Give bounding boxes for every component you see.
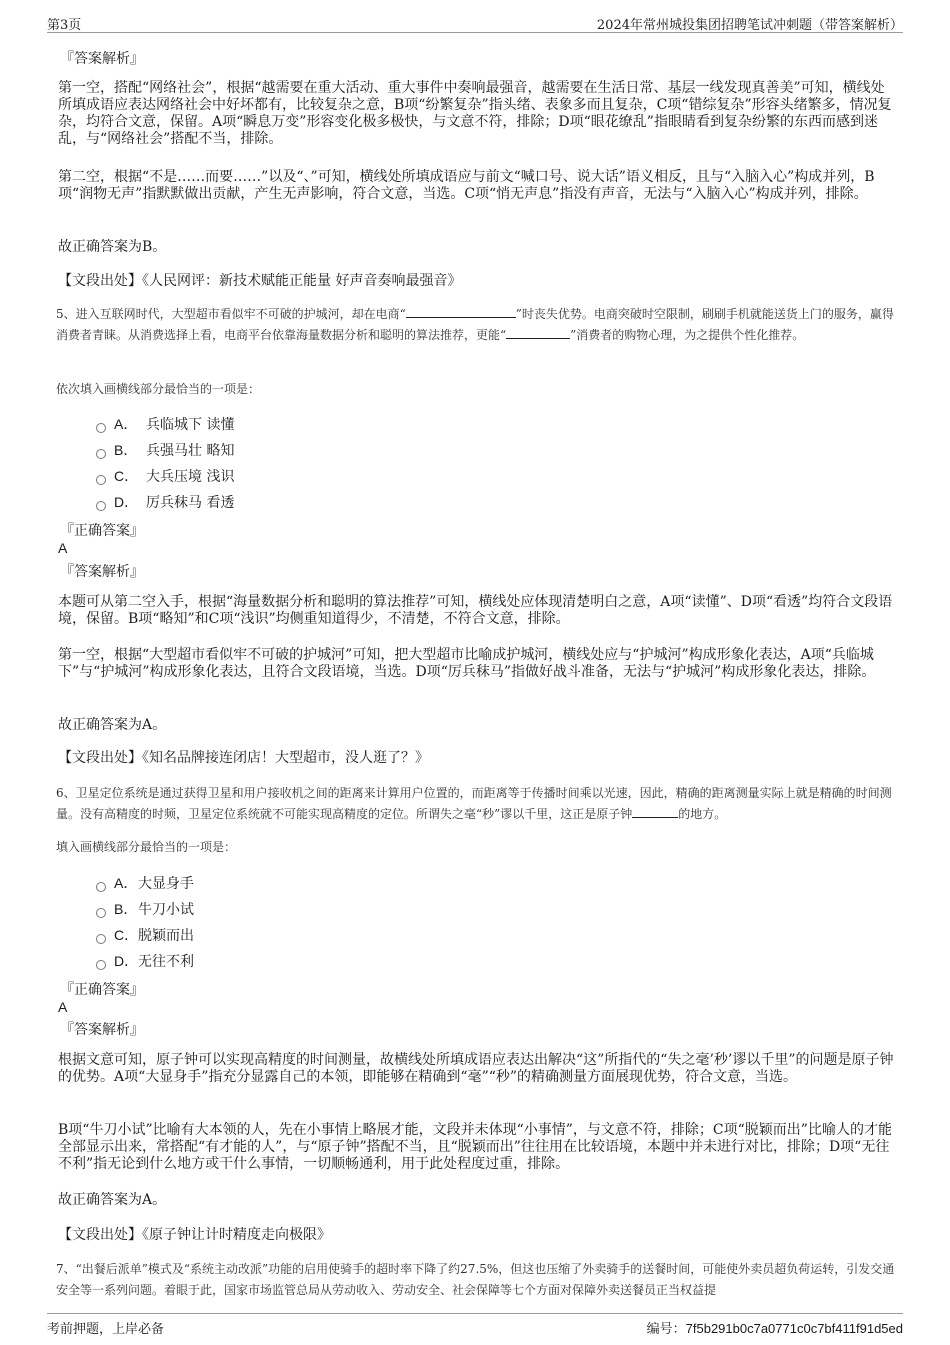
analysis-paragraph: 第一空，搭配“网络社会”，根据“越需要在重大活动、重大事件中奏响最强音，越需要在生活日常、基层一线发现真善美”可知，横线处所填成语应表达网络社会中好坏都有，比较复杂之意，B项“纷繁复杂”指头绪、表象多而且复杂，C项“错综复杂”形容头绪繁多，情况复杂，均符合文意，保留。A项“瞬息万变”形容变化极多极快，与文意不符，排除；D项“眼花缭乱”指眼睛看到复杂纷繁的东西而感到迷乱，与“网络社会”搭配不当，排除。 xyxy=(58,80,892,147)
correct-answer: A xyxy=(58,540,68,556)
final-answer: 故正确答案为A。 xyxy=(58,1192,167,1208)
question-text: 的地方。 xyxy=(678,807,727,821)
correct-answer-tag: 『正确答案』 xyxy=(60,982,144,998)
analysis-paragraph: B项“牛刀小试”比喻有大本领的人，先在小事情上略展才能，文段并未体现“小事情”，与文意不符，排除；C项“脱颖而出”比喻人的才能全部显示出来，常搭配“有才能的人”，与“原子钟”搭配不当，且“脱颖而出”往往用在比较语境，本题中并未进行对比，排除；D项“无往不利”指无论到什么地方或干什么事情，一切顺畅通利，用于此处程度过重，排除。 xyxy=(58,1122,892,1172)
radio-icon[interactable] xyxy=(96,423,106,433)
code-value: 7f5b291b0c7a0771c0c7bf411f91d5ed xyxy=(685,1321,903,1336)
question-prompt: 填入画横线部分最恰当的一项是： xyxy=(56,840,237,854)
code-label: 编号： xyxy=(646,1322,686,1337)
radio-icon[interactable] xyxy=(96,934,106,944)
blank-line xyxy=(632,805,678,818)
correct-answer-tag: 『正确答案』 xyxy=(60,523,144,539)
radio-icon[interactable] xyxy=(96,449,106,459)
page-header xyxy=(47,10,903,33)
question-prompt: 依次填入画横线部分最恰当的一项是： xyxy=(56,382,261,396)
radio-icon[interactable] xyxy=(96,908,106,918)
source-citation: 【文段出处】《人民网评：新技术赋能正能量 好声音奏响最强音》 xyxy=(58,273,462,289)
page-number: 第3页 xyxy=(47,18,82,33)
option-b[interactable]: B． 兵强马壮 略知 xyxy=(96,440,234,460)
document-title: 2024年常州城投集团招聘笔试冲刺题（带答案解析） xyxy=(596,18,903,33)
question-text: ”消费者的购物心理，为之提供个性化推荐。 xyxy=(570,328,805,342)
radio-icon[interactable] xyxy=(96,475,106,485)
radio-icon[interactable] xyxy=(96,882,106,892)
question-text: 6、卫星定位系统是通过获得卫星和用户接收机之间的距离来计算用户位置的，而距离等于传播时间乘以光速，因此，精确的距离测量实际上就是精确的时间测量。没有高精度的时频，卫星定位系统就不可能实现高精度的定位。所谓失之毫“秒”谬以千里，这正是原子钟 xyxy=(56,786,892,821)
source-citation: 【文段出处】《原子钟让计时精度走向极限》 xyxy=(58,1227,331,1243)
option-d[interactable]: D． 厉兵秣马 看透 xyxy=(96,492,234,512)
blank-line xyxy=(406,305,516,318)
analysis-tag: 『答案解析』 xyxy=(60,51,144,67)
question-5 xyxy=(56,304,898,346)
analysis-paragraph: 第一空，根据“大型超市看似牢不可破的护城河”可知，把大型超市比喻成护城河，横线处应与“护城河”构成形象化表达，A项“兵临城下”与“护城河”构成形象化表达，且符合文段语境，当选。D项“厉兵秣马”指做好战斗准备，无法与“护城河”构成形象化表达，排除。 xyxy=(58,647,876,680)
correct-answer: A xyxy=(58,999,68,1015)
option-a[interactable]: A． 兵临城下 读懂 xyxy=(96,414,234,434)
page-footer xyxy=(47,1313,903,1336)
radio-icon[interactable] xyxy=(96,960,106,970)
question-7: 7、“出餐后派单”模式及“系统主动改派”功能的启用使骑手的超时率下降了约27.5%，但这也压缩了外卖骑手的送餐时间，可能使外卖员超负荷运转，引发交通安全等一系列问题。着眼于此，国家市场监管总局从劳动收入、劳动安全、社会保障等七个方面对保障外卖送餐员正当权益提 xyxy=(56,1262,895,1297)
analysis-tag: 『答案解析』 xyxy=(60,1022,144,1038)
final-answer: 故正确答案为A。 xyxy=(58,717,167,733)
option-c[interactable]: C． 大兵压境 浅识 xyxy=(96,466,234,486)
final-answer: 故正确答案为B。 xyxy=(58,239,167,255)
question-6 xyxy=(56,783,898,825)
radio-icon[interactable] xyxy=(96,501,106,511)
footer-slogan: 考前押题，上岸必备 xyxy=(47,1322,165,1337)
blank-line xyxy=(506,326,570,339)
question-text: 5、进入互联网时代，大型超市看似牢不可破的护城河，却在电商“ xyxy=(56,307,406,321)
option-c[interactable]: C．脱颖而出 xyxy=(96,925,194,945)
analysis-paragraph: 根据文意可知，原子钟可以实现高精度的时间测量，故横线处所填成语应表达出解决“这”所指代的“失之毫’秒’谬以千里”的问题是原子钟的优势。A项“大显身手”指充分显露自己的本领，即能够在精确到“毫”“秒”的精确测量方面展现优势，符合文意，当选。 xyxy=(58,1052,894,1085)
option-b[interactable]: B．牛刀小试 xyxy=(96,899,194,919)
question-text: ”时丧失优势。电商突破时空限制，刷刷手机就能送货上门的服务，赢得消费者青睐。从消费选择上看，电商平台依靠海量数据分析和聪明的算法推荐，更能“ xyxy=(56,307,894,342)
analysis-paragraph: 第二空，根据“不是……而要……”以及“、”可知，横线处所填成语应与前文“喊口号、说大话”语义相反，且与“入脑入心”构成并列，B项“润物无声”指默默做出贡献，产生无声影响，符合文意，当选。C项“悄无声息”指没有声音，无法与“入脑入心”构成并列，排除。 xyxy=(58,169,875,202)
option-d[interactable]: D．无往不利 xyxy=(96,951,194,971)
analysis-paragraph: 本题可从第二空入手，根据“海量数据分析和聪明的算法推荐”可知，横线处应体现清楚明白之意，A项“读懂”、D项“看透”均符合文段语境，保留。B项“略知”和C项“浅识”均侧重知道得少，不清楚，不符合文意，排除。 xyxy=(58,594,893,627)
analysis-tag: 『答案解析』 xyxy=(60,564,144,580)
option-a[interactable]: A．大显身手 xyxy=(96,873,194,893)
source-citation: 【文段出处】《知名品牌接连闭店！大型超市，没人逛了？》 xyxy=(58,750,429,766)
document-code xyxy=(647,1318,903,1337)
